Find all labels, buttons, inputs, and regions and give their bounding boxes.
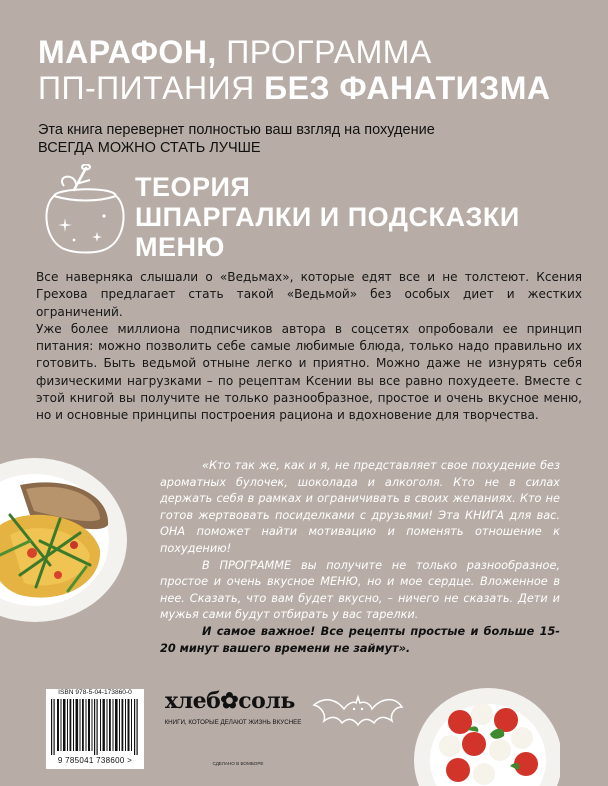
cover-title (38, 34, 578, 106)
author-quote (160, 458, 560, 657)
section-cheatsheets: ШПАРГАЛКИ И ПОДСКАЗКИ (135, 202, 520, 232)
quote-paragraph-3: И самое важное! Все рецепты простые и больше 15-20 минут вашего времени не займут». (160, 624, 560, 655)
barcode-bars (49, 699, 141, 755)
publisher-brand: хлеб✿соль (165, 688, 295, 714)
cauldron-icon (34, 164, 134, 256)
title-line1-bold: МАРАФОН, (38, 34, 217, 70)
section-menu: МЕНЮ (135, 232, 225, 262)
section-theory: ТЕОРИЯ (135, 172, 251, 202)
subtitle-line2: ВСЕГДА МОЖНО СТАТЬ ЛУЧШЕ (38, 140, 261, 156)
barcode-number: 9 785041 738600 > (57, 756, 133, 765)
title-line2-bold: БЕЗ ФАНАТИЗМА (264, 70, 551, 106)
contents-sections (135, 172, 575, 262)
isbn-label: ISBN 978-5-04-173860-0 (58, 689, 132, 696)
annotation-paragraph-2: Уже более миллиона подписчиков автора в соцсетях опробовали ее принцип питания: можно позволить себе самые любимые блюда, только надо правильно их готовить. Быть ведьмой отныне легко и приятно. Можно даже не изнурять себя физическими нагрузками – по рецептам Ксении вы все равно похудеете. Вместе с этой книгой вы получите не только разнообразное, простое и очень вкусное меню, но и основные принципы построения рациона и вдохновение для творчества. (36, 321, 582, 423)
caprese-plate-image (410, 682, 560, 786)
imprint-label: СДЕЛАНО В БОМБОРЕ (212, 761, 264, 766)
bat-icon (308, 685, 404, 735)
title-line1-thin: ПРОГРАММА (216, 34, 432, 70)
quote-paragraph-1: «Кто так же, как и я, не представляет свое похудение без ароматных булочек, шоколада и алкоголя. Кто не в силах держать себя в рамках и ограничивать в своих желаниях. Кто не готов жертвовать посиделками с друзьями! Эта КНИГА для вас. ОНА поможет найти мотивацию и поменять отношение к похудению! (160, 459, 560, 555)
annotation-paragraph-1: Все наверняка слышали о «Ведьмах», которые едят все и не толстеют. Ксения Грехова предлагает стать такой «Ведьмой» без особых диет и жестких ограничений. (36, 270, 582, 319)
title-line2-thin: ПП-ПИТАНИЯ (38, 70, 265, 106)
subtitle-line1: Эта книга перевернет полностью ваш взгляд на похудение (38, 122, 435, 138)
quote-paragraph-2: В ПРОГРАММЕ вы получите не только разнообразное, простое и очень вкусное МЕНЮ, но и мое сердце. Вложенное в нее. Сказать, что вам будет вкусно, – ничего не сказать. Дети и мужья сами будут отбирать у вас тарелки. (160, 558, 560, 622)
publisher-logo (164, 688, 302, 748)
isbn-barcode (46, 689, 144, 769)
cover-subtitle (38, 121, 578, 157)
omelette-plate-image (0, 455, 130, 625)
publisher-tagline: КНИГИ, КОТОРЫЕ ДЕЛАЮТ ЖИЗНЬ ВКУСНЕЕ (164, 719, 302, 726)
annotation-text (36, 269, 582, 425)
